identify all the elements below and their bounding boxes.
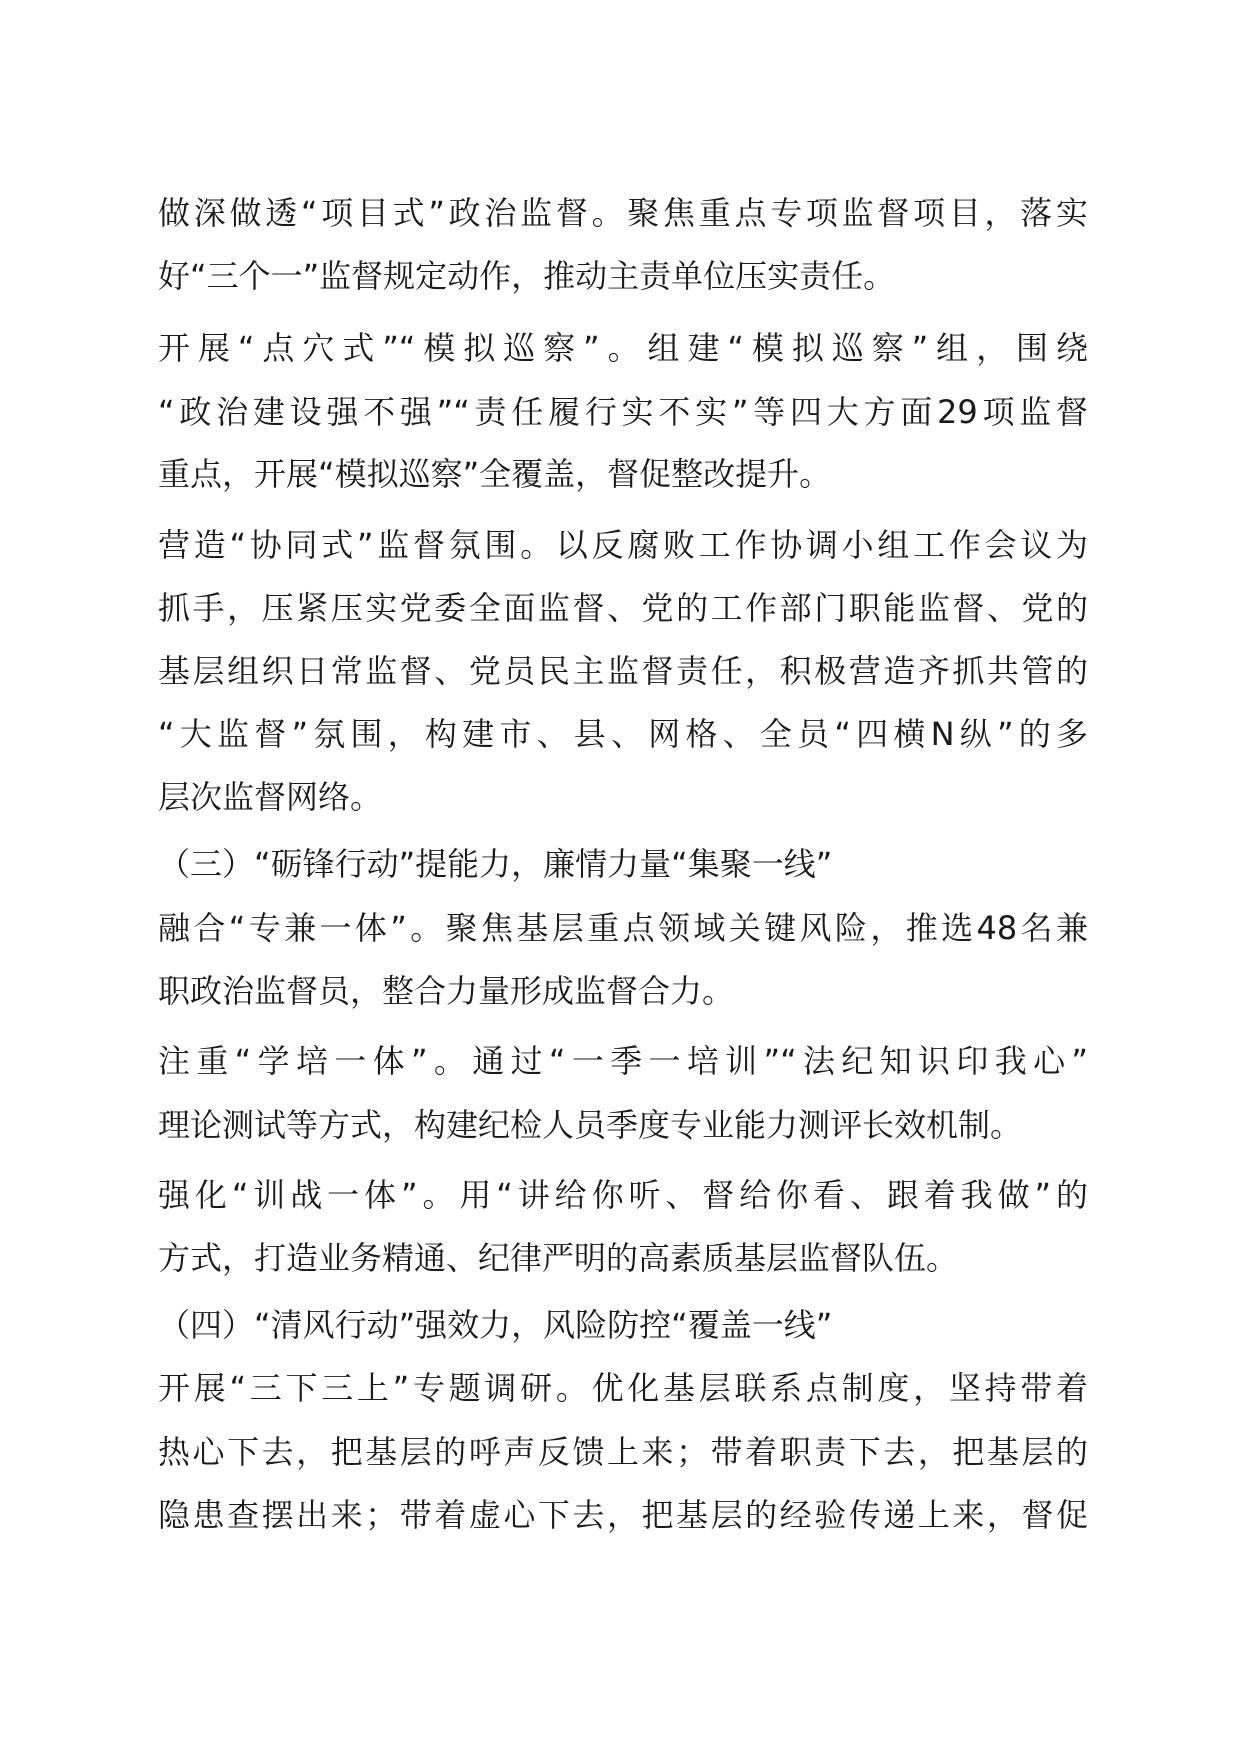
paragraph-line: 重点，开展“模拟巡察”全覆盖，督促整改提升。 [158, 455, 832, 493]
paragraph-line: “大监督”氛围，构建市、县、网格、全员“四横N纵”的多 [158, 715, 1088, 753]
paragraph-line: “政治建设强不强”“责任履行实不实”等四大方面29项监督 [158, 393, 1088, 431]
paragraph-line: 隐患查摆出来；带着虚心下去，把基层的经验传递上来，督促 [158, 1496, 1088, 1534]
paragraph-line: 基层组织日常监督、党员民主监督责任，积极营造齐抓共管的 [158, 652, 1088, 690]
paragraph-line: 融合“专兼一体”。聚焦基层重点领域关键风险，推选48名兼 [158, 909, 1088, 947]
section-heading: （三）“砺锋行动”提能力，廉情力量“集聚一线” [158, 845, 833, 883]
paragraph-line: 好“三个一”监督规定动作，推动主责单位压实责任。 [158, 257, 896, 295]
paragraph-line: 职政治监督员，整合力量形成监督合力。 [158, 972, 735, 1010]
paragraph-line: 理论测试等方式，构建纪检人员季度专业能力测评长效机制。 [158, 1106, 1023, 1144]
section-heading: （四）“清风行动”强效力，风险防控“覆盖一线” [158, 1306, 833, 1344]
paragraph-line: 方式，打造业务精通、纪律严明的高素质基层监督队伍。 [158, 1239, 959, 1277]
paragraph-line: 开展“三下三上”专题调研。优化基层联系点制度，坚持带着 [158, 1369, 1088, 1407]
paragraph-line: 强化“训战一体”。用“讲给你听、督给你看、跟着我做”的 [158, 1176, 1088, 1214]
paragraph-line: 热心下去，把基层的呼声反馈上来；带着职责下去，把基层的 [158, 1433, 1088, 1471]
paragraph-line: 做深做透“项目式”政治监督。聚焦重点专项监督项目，落实 [158, 194, 1088, 232]
paragraph-line: 层次监督网络。 [158, 778, 383, 816]
paragraph-line: 抓手，压紧压实党委全面监督、党的工作部门职能监督、党的 [158, 589, 1088, 627]
paragraph-line: 开展“点穴式”“模拟巡察”。组建“模拟巡察”组，围绕 [158, 329, 1088, 367]
paragraph-line: 注重“学培一体”。通过“一季一培训”“法纪知识印我心” [158, 1042, 1088, 1080]
paragraph-line: 营造“协同式”监督氛围。以反腐败工作协调小组工作会议为 [158, 526, 1088, 564]
